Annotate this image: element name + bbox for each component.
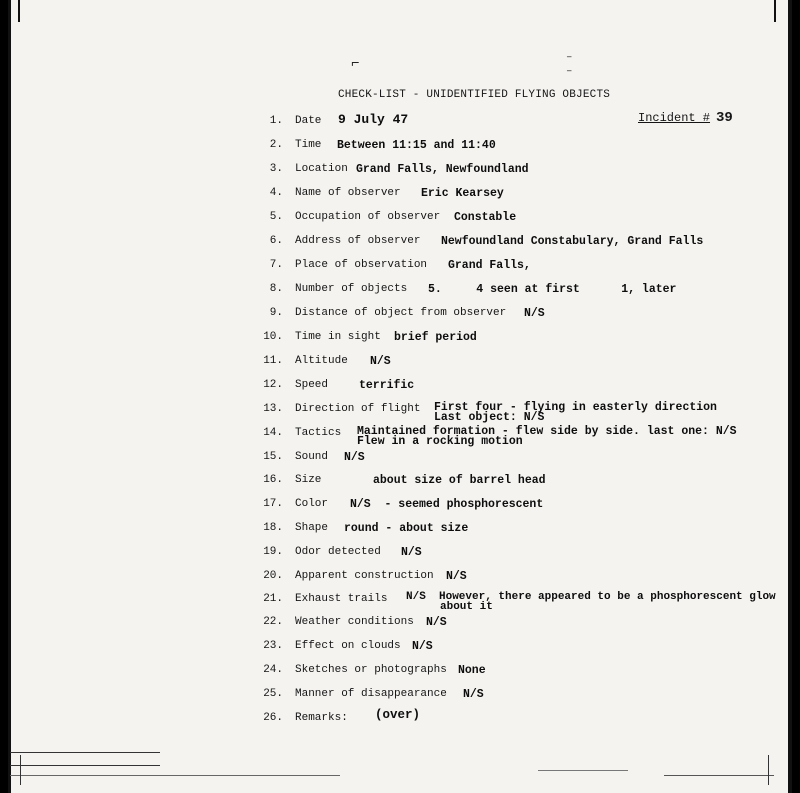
- item-number: 20.: [263, 570, 283, 582]
- scan-line-bottom-left-1: [10, 752, 160, 753]
- item-value: None: [458, 664, 486, 677]
- item-number: 26.: [263, 712, 283, 724]
- item-label: Name of observer: [295, 187, 401, 199]
- item-value: N/S: [446, 570, 467, 583]
- item-number: 19.: [263, 546, 283, 558]
- scan-line-bottom-left-3: [10, 775, 340, 776]
- scan-tick-bottom-left: [20, 755, 21, 785]
- item-number: 7.: [269, 259, 283, 271]
- scan-mark-right: ⁻: [565, 53, 574, 69]
- item-label: Weather conditions: [295, 616, 414, 628]
- item-number: 18.: [263, 522, 283, 534]
- item-label: Address of observer: [295, 235, 421, 247]
- item-label: Apparent construction: [295, 570, 434, 582]
- scan-line-bottom-left-2: [10, 765, 160, 766]
- item-label: Tactics: [295, 427, 342, 439]
- item-number: 1.: [269, 115, 283, 127]
- item-value: First four - flying in easterly direction: [434, 401, 717, 414]
- item-value: brief period: [394, 331, 477, 344]
- item-number: 11.: [263, 355, 283, 367]
- item-label: Place of observation: [295, 259, 428, 271]
- item-label: Altitude: [295, 355, 348, 367]
- item-value: about size of barrel head: [373, 474, 546, 487]
- item-number: 3.: [269, 163, 283, 175]
- item-value: N/S - seemed phosphorescent: [350, 498, 544, 511]
- item-number: 5.: [269, 211, 283, 223]
- item-value: N/S: [524, 307, 545, 320]
- item-value: Between 11:15 and 11:40: [337, 139, 496, 152]
- item-value: Constable: [454, 211, 517, 224]
- item-value: Grand Falls,: [448, 259, 531, 272]
- item-label: Sound: [295, 451, 329, 463]
- item-value: Maintained formation - flew side by side. last one: N/S: [357, 425, 737, 438]
- item-label: Size: [295, 474, 322, 486]
- incident-number: 39: [716, 110, 733, 126]
- item-number: 10.: [263, 331, 283, 343]
- item-label: Distance of object from observer: [295, 307, 507, 319]
- scan-line-bottom-right-2: [664, 775, 774, 776]
- incident-field: [638, 110, 733, 126]
- item-label: Speed: [295, 379, 329, 391]
- item-value: 5. 4 seen at first 1, later: [428, 283, 677, 296]
- item-value: Newfoundland Constabulary, Grand Falls: [441, 235, 704, 248]
- item-value-continued: Last object: N/S: [434, 411, 545, 424]
- item-number: 12.: [263, 379, 283, 391]
- scan-mark-left: ⌐: [351, 56, 360, 72]
- item-number: 17.: [263, 498, 283, 510]
- item-number: 4.: [269, 187, 283, 199]
- item-number: 15.: [263, 451, 283, 463]
- item-number: 2.: [269, 139, 283, 151]
- document-page: [8, 0, 792, 793]
- item-label: Sketches or photographs: [295, 664, 447, 676]
- item-label: Shape: [295, 522, 329, 534]
- item-value: terrific: [359, 379, 415, 392]
- item-label: Color: [295, 498, 329, 510]
- item-number: 16.: [263, 474, 283, 486]
- item-value: N/S: [426, 616, 447, 629]
- item-value: N/S: [401, 546, 422, 559]
- scan-edge-left: [8, 0, 11, 793]
- page-title: CHECK-LIST - UNIDENTIFIED FLYING OBJECTS: [338, 89, 611, 101]
- item-label: Occupation of observer: [295, 211, 441, 223]
- item-number: 25.: [263, 688, 283, 700]
- scan-corner-top-left: [18, 0, 20, 22]
- item-label: Exhaust trails: [295, 593, 388, 605]
- incident-label: Incident #: [638, 111, 711, 125]
- item-label: Effect on clouds: [295, 640, 401, 652]
- item-value: (over): [375, 708, 421, 722]
- item-number: 24.: [263, 664, 283, 676]
- item-value: round - about size: [344, 522, 469, 535]
- item-number: 9.: [269, 307, 283, 319]
- item-value-continued: about it: [440, 601, 493, 613]
- scan-mark-right-2: ⁻: [565, 67, 574, 83]
- item-number: 6.: [269, 235, 283, 247]
- item-number: 14.: [263, 427, 283, 439]
- item-number: 22.: [263, 616, 283, 628]
- item-label: Number of objects: [295, 283, 408, 295]
- item-value: N/S: [344, 451, 365, 464]
- scan-line-bottom-right-1: [538, 770, 628, 771]
- item-value: 9 July 47: [338, 112, 409, 127]
- item-value: N/S: [412, 640, 433, 653]
- scan-corner-top-right: [774, 0, 776, 22]
- item-value: N/S: [370, 355, 391, 368]
- item-label: Manner of disappearance: [295, 688, 447, 700]
- item-label: Remarks:: [295, 712, 348, 724]
- item-value: Grand Falls, Newfoundland: [356, 163, 529, 176]
- item-value: N/S: [463, 688, 484, 701]
- item-number: 23.: [263, 640, 283, 652]
- item-label: Date: [295, 115, 322, 127]
- item-value: Eric Kearsey: [421, 187, 504, 200]
- item-label: Direction of flight: [295, 403, 421, 415]
- item-value-continued: Flew in a rocking motion: [357, 435, 523, 448]
- item-label: Odor detected: [295, 546, 381, 558]
- scan-tick-bottom-right: [768, 755, 769, 785]
- scan-edge-right: [788, 0, 792, 793]
- item-number: 13.: [263, 403, 283, 415]
- item-label: Time: [295, 139, 322, 151]
- item-number: 21.: [263, 593, 283, 605]
- item-label: Time in sight: [295, 331, 381, 343]
- item-label: Location: [295, 163, 348, 175]
- item-number: 8.: [269, 283, 283, 295]
- item-value: N/S However, there appeared to be a phosphorescent glow: [406, 591, 776, 603]
